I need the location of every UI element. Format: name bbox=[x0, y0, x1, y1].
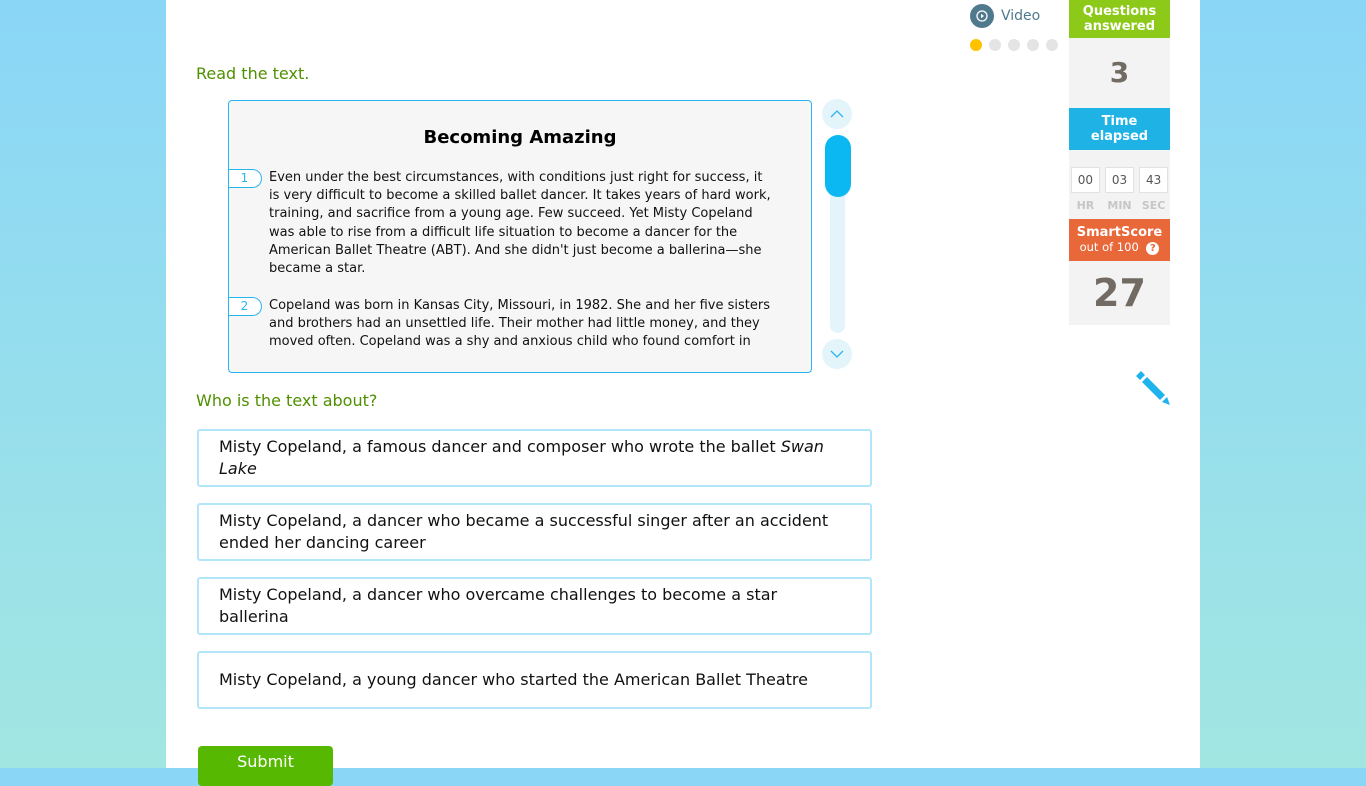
paragraph-1 bbox=[269, 169, 771, 278]
answer-option-4[interactable] bbox=[197, 651, 872, 709]
answer-option-3[interactable] bbox=[197, 577, 872, 635]
progress-dot-active bbox=[970, 39, 982, 51]
paragraph-number: 1 bbox=[228, 169, 262, 188]
paragraph-number: 2 bbox=[228, 297, 262, 316]
progress-dot bbox=[1046, 39, 1058, 51]
text-line: moved often. Copeland was a shy and anxious child who found comfort in bbox=[269, 334, 751, 350]
text-line: Even under the best circumstances, with conditions just right for success, it bbox=[269, 170, 763, 185]
smartscore-header: SmartScore out of 100 ? bbox=[1069, 219, 1170, 261]
text-line: was able to rise from a difficult life situation to become a dancer for the bbox=[269, 224, 738, 240]
passage-title: Becoming Amazing bbox=[423, 127, 617, 148]
time-elapsed-header: Time elapsed bbox=[1069, 108, 1170, 150]
chevron-up-icon bbox=[830, 110, 844, 118]
answer-text: Misty Copeland, a dancer who overcame challenges to become a star ballerina bbox=[219, 585, 778, 626]
submit-button[interactable]: Submit bbox=[198, 746, 333, 786]
question-text: Who is the text about? bbox=[196, 391, 378, 410]
progress-dot bbox=[1008, 39, 1020, 51]
paragraph-2 bbox=[269, 297, 770, 352]
timer-seconds: 43 bbox=[1139, 167, 1168, 193]
instruction: Read the text. bbox=[196, 64, 310, 83]
video-label: Video bbox=[1001, 8, 1041, 24]
timer-minutes: 03 bbox=[1105, 167, 1134, 193]
scroll-up-button[interactable] bbox=[822, 99, 852, 129]
questions-answered-value: 3 bbox=[1069, 38, 1170, 108]
answer-text: Misty Copeland, a famous dancer and composer who wrote the ballet Swan Lake bbox=[219, 437, 824, 478]
timer bbox=[1069, 150, 1170, 219]
play-icon bbox=[970, 4, 994, 28]
progress-dot bbox=[1027, 39, 1039, 51]
hr-label: HR bbox=[1076, 199, 1095, 212]
timer-hours: 00 bbox=[1071, 167, 1100, 193]
answer-text: Misty Copeland, a young dancer who started the American Ballet Theatre bbox=[219, 670, 808, 689]
help-icon[interactable]: ? bbox=[1146, 242, 1159, 255]
video-button[interactable] bbox=[970, 4, 1040, 28]
answer-text: Misty Copeland, a dancer who became a successful singer after an accident ended her dancing career bbox=[219, 511, 829, 552]
progress-dot bbox=[989, 39, 1001, 51]
sec-label: SEC bbox=[1141, 199, 1166, 212]
scrollbar-thumb[interactable] bbox=[825, 135, 851, 197]
text-line: training, and sacrifice from a young age. Few succeed. Yet Misty Copeland bbox=[269, 206, 753, 222]
min-label: MIN bbox=[1107, 199, 1132, 212]
text-line: American Ballet Theatre (ABT). And she didn't just become a ballerina—she bbox=[269, 242, 762, 258]
passage-box bbox=[228, 100, 812, 373]
text-line: Copeland was born in Kansas City, Missouri, in 1982. She and her five sisters bbox=[269, 298, 770, 313]
text-line: and brothers had an unsettled life. Their mother had little money, and they bbox=[269, 316, 760, 332]
smartscore-value: 27 bbox=[1069, 261, 1170, 325]
answer-option-1[interactable] bbox=[197, 429, 872, 487]
scroll-down-button[interactable] bbox=[822, 339, 852, 369]
pencil-icon[interactable] bbox=[1131, 366, 1171, 410]
text-line: became a star. bbox=[269, 261, 366, 277]
questions-answered-header: Questions answered bbox=[1069, 0, 1170, 38]
chevron-down-icon bbox=[830, 350, 844, 358]
answer-option-2[interactable] bbox=[197, 503, 872, 561]
text-line: is very difficult to become a skilled ballet dancer. It takes years of hard work, bbox=[269, 188, 771, 204]
